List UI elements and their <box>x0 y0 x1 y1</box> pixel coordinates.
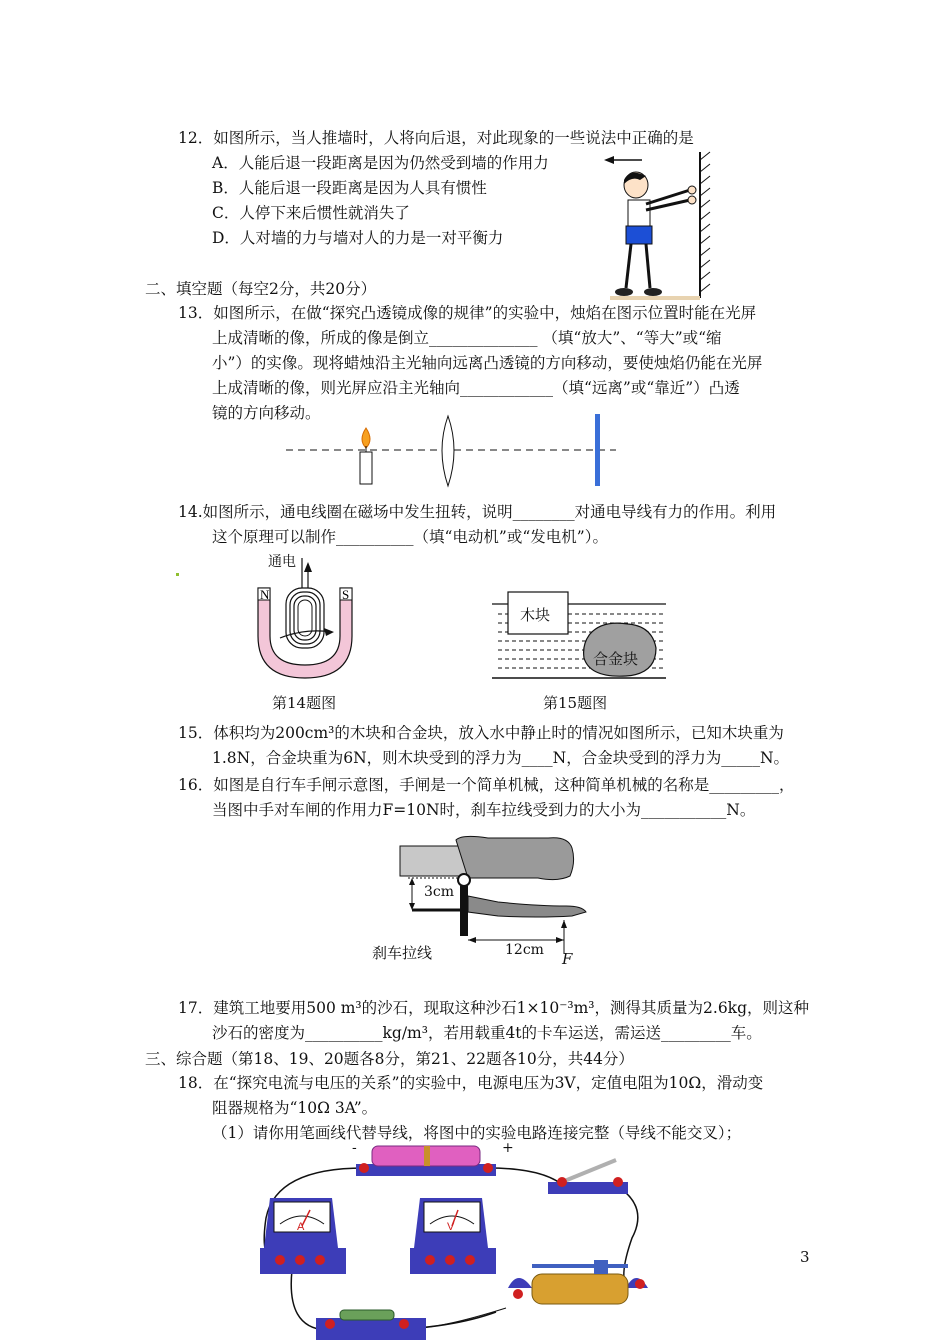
brake-wire-label: 刹车拉线 <box>372 944 433 962</box>
u-magnet <box>258 588 352 678</box>
boy-pushing-wall-figure <box>600 150 720 305</box>
fig14-current-label: 通电 <box>268 554 296 570</box>
section-2-heading: 二、填空题（每空2分，共20分） <box>145 280 377 298</box>
q12-option-b: B．人能后退一段距离是因为人具有惯性 <box>212 179 487 197</box>
q13-line-4: 上成清晰的像，则光屏应沿主光轴向____________（填“远离”或“靠近”）凸透 <box>212 379 740 397</box>
dimension-3cm: 3cm <box>424 884 455 900</box>
q18-line-3: （1）请你用笔画线代替导线，将图中的实验电路连接完整（导线不能交叉）； <box>212 1124 742 1142</box>
q16-line-2: 当图中手对车闸的作用力F=10N时，刹车拉线受到力的大小为___________N。 <box>212 801 756 819</box>
page-number: 3 <box>800 1248 810 1266</box>
convex-lens <box>442 416 454 486</box>
rheostat-slider <box>594 1260 608 1274</box>
force-label: F <box>562 950 573 968</box>
dimension-12cm: 12cm <box>505 942 544 958</box>
q12-option-c: C．人停下来后惯性就消失了 <box>212 204 410 222</box>
alloy-block-label: 合金块 <box>593 650 639 668</box>
stray-dot <box>176 573 179 576</box>
q12-option-a: A．人能后退一段距离是因为仍然受到墙的作用力 <box>212 154 549 172</box>
battery-minus-label: - <box>352 1140 357 1156</box>
voltmeter-label: V <box>447 1221 455 1233</box>
optical-bench-figure <box>282 412 622 490</box>
section-3-heading: 三、综合题（第18、19、20题各8分，第21、22题各10分，共44分） <box>145 1050 634 1068</box>
ammeter-label: A <box>297 1221 305 1233</box>
switch-blade <box>562 1160 616 1182</box>
q12-stem: 12．如图所示，当人推墙时，人将向后退，对此现象的一些说法中正确的是 <box>178 129 694 147</box>
q13-line-3: 小”）的实像。现将蜡烛沿主光轴向远离凸透镜的方向移动，要使烛焰仍能在光屏 <box>212 354 763 372</box>
coil <box>286 588 324 648</box>
fig15-caption: 第15题图 <box>543 694 608 712</box>
q18-line-1: 18．在“探究电流与电压的关系”的实验中，电源电压为3V，定值电阻为10Ω，滑动变 <box>178 1074 764 1092</box>
q16-line-1: 16．如图是自行车手闸示意图，手闸是一个简单机械，这种简单机械的名称是_________， <box>178 776 795 794</box>
battery-plus-label: + <box>502 1140 514 1156</box>
candle <box>360 452 372 484</box>
north-pole-label: N <box>260 587 270 602</box>
fixed-resistor <box>340 1310 394 1320</box>
handle-grip <box>456 836 574 879</box>
q17-line-1: 17．建筑工地要用500 m³的沙石，现取这种沙石1×10⁻³m³，测得其质量为2.6kg，则这种 <box>178 999 809 1017</box>
circuit-figure <box>256 1138 656 1342</box>
q15-line-2: 1.8N，合金块重为6N，则木块受到的浮力为____N，合金块受到的浮力为_____N。 <box>212 749 790 767</box>
q14-line-2: 这个原理可以制作__________（填“电动机”或“发电机”）。 <box>212 528 608 546</box>
candle-flame-icon <box>362 428 370 448</box>
q13-line-1: 13．如图所示，在做“探究凸透镜成像的规律”的实验中，烛焰在图示位置时能在光屏 <box>178 304 757 322</box>
floating-blocks-figure <box>488 590 670 682</box>
q13-line-5: 镜的方向移动。 <box>212 404 321 422</box>
light-screen <box>595 414 600 486</box>
wood-block-label: 木块 <box>520 606 551 624</box>
rheostat-coil <box>532 1274 628 1304</box>
q14-line-1: 14.如图所示，通电线圈在磁场中发生扭转，说明________对通电导线有力的作用。利用 <box>178 503 777 521</box>
q18-line-2: 阻器规格为“10Ω 3A”。 <box>212 1099 378 1117</box>
q17-line-2: 沙石的密度为__________kg/m³，若用载重4t的卡车运送，需运送_________车。 <box>212 1024 762 1042</box>
south-pole-label: S <box>342 587 350 602</box>
fig14-caption: 第14题图 <box>272 694 337 712</box>
q13-line-2: 上成清晰的像，所成的像是倒立______________ （填“放大”、“等大”或“缩 <box>212 329 722 347</box>
brake-lever <box>468 896 586 917</box>
q12-option-d: D．人对墙的力与墙对人的力是一对平衡力 <box>212 229 504 247</box>
q15-line-1: 15．体积均为200cm³的木块和合金块，放入水中静止时的情况如图所示，已知木块重为 <box>178 724 784 742</box>
